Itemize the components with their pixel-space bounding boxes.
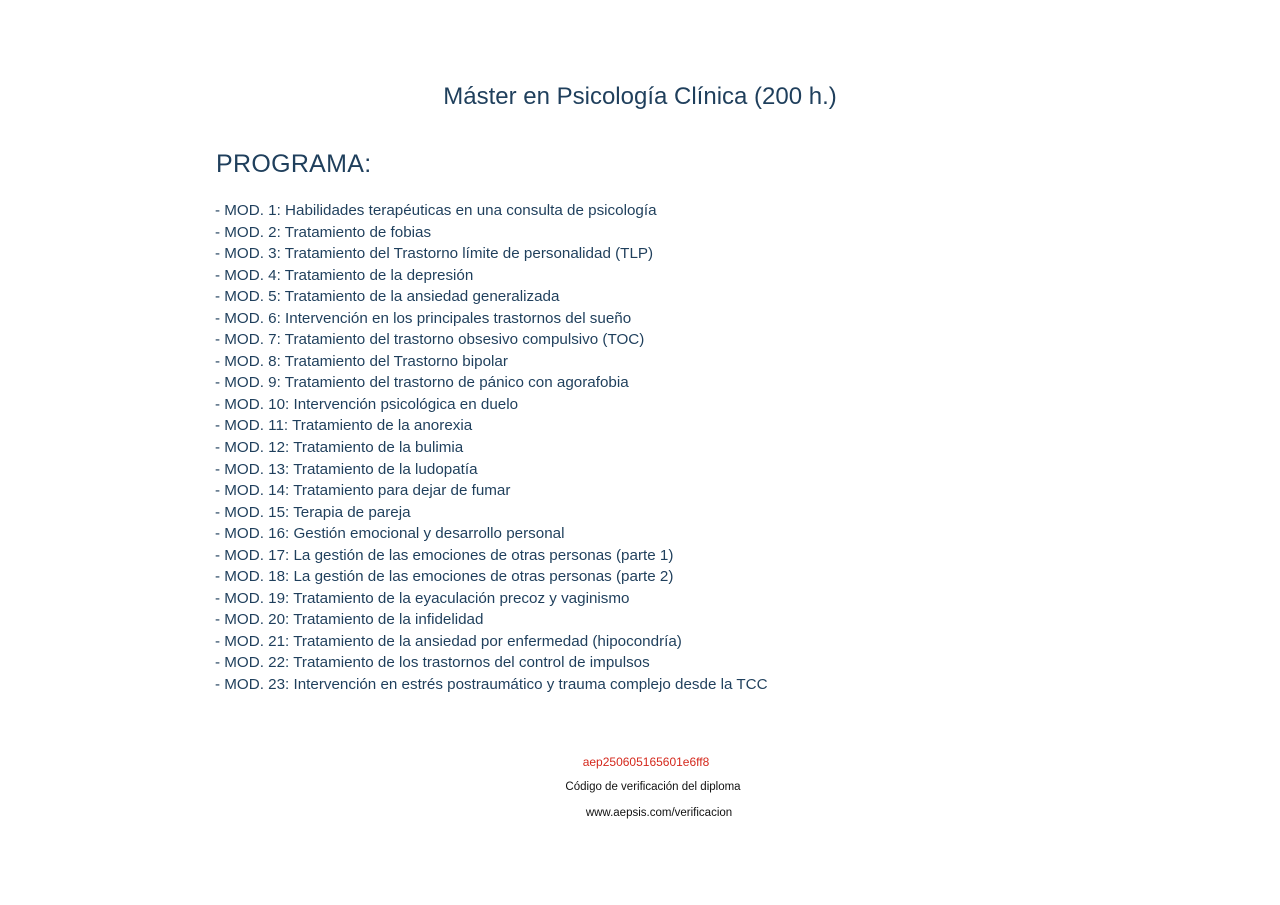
verification-code: aep250605165601e6ff8 [582, 755, 710, 769]
module-item: - MOD. 15: Terapia de pareja [215, 503, 411, 521]
module-item: - MOD. 5: Tratamiento de la ansiedad generalizada [215, 288, 560, 306]
module-item: - MOD. 16: Gestión emocional y desarrollo personal [215, 525, 565, 543]
module-item: - MOD. 17: La gestión de las emociones de otras personas (parte 1) [215, 546, 674, 564]
module-item: - MOD. 10: Intervención psicológica en duelo [215, 395, 519, 413]
document-title-text: Máster en Psicología Clínica (200 h.) [443, 83, 837, 110]
section-heading: PROGRAMA: [216, 150, 372, 178]
module-item: - MOD. 19: Tratamiento de la eyaculación precoz y vaginismo [215, 589, 630, 607]
document-title [0, 82, 1280, 112]
module-item: - MOD. 20: Tratamiento de la infidelidad [215, 611, 484, 629]
module-item: - MOD. 7: Tratamiento del trastorno obsesivo compulsivo (TOC) [215, 331, 645, 349]
module-item: - MOD. 6: Intervención en los principales trastornos del sueño [215, 309, 632, 327]
verification-url[interactable]: www.aepsis.com/verificacion [585, 807, 733, 819]
module-item: - MOD. 22: Tratamiento de los trastornos del control de impulsos [215, 654, 650, 672]
verification-label: Código de verificación del diploma [565, 781, 741, 793]
module-item: - MOD. 18: La gestión de las emociones de otras personas (parte 2) [215, 568, 674, 586]
module-item: - MOD. 23: Intervención en estrés postraumático y trauma complejo desde la TCC [215, 676, 768, 694]
module-list [215, 200, 768, 696]
module-item: - MOD. 2: Tratamiento de fobias [215, 223, 432, 241]
module-item: - MOD. 9: Tratamiento del trastorno de pánico con agorafobia [215, 374, 629, 392]
module-item: - MOD. 1: Habilidades terapéuticas en una consulta de psicología [215, 202, 657, 219]
module-item: - MOD. 8: Tratamiento del Trastorno bipolar [215, 352, 508, 370]
module-item: - MOD. 14: Tratamiento para dejar de fumar [215, 482, 511, 500]
module-item: - MOD. 3: Tratamiento del Trastorno límite de personalidad (TLP) [215, 245, 654, 263]
module-item: - MOD. 13: Tratamiento de la ludopatía [215, 460, 478, 478]
module-item: - MOD. 11: Tratamiento de la anorexia [215, 417, 473, 435]
module-item: - MOD. 12: Tratamiento de la bulimia [215, 439, 464, 457]
module-item: - MOD. 4: Tratamiento de la depresión [215, 266, 474, 284]
module-item: - MOD. 21: Tratamiento de la ansiedad por enfermedad (hipocondría) [215, 632, 682, 650]
